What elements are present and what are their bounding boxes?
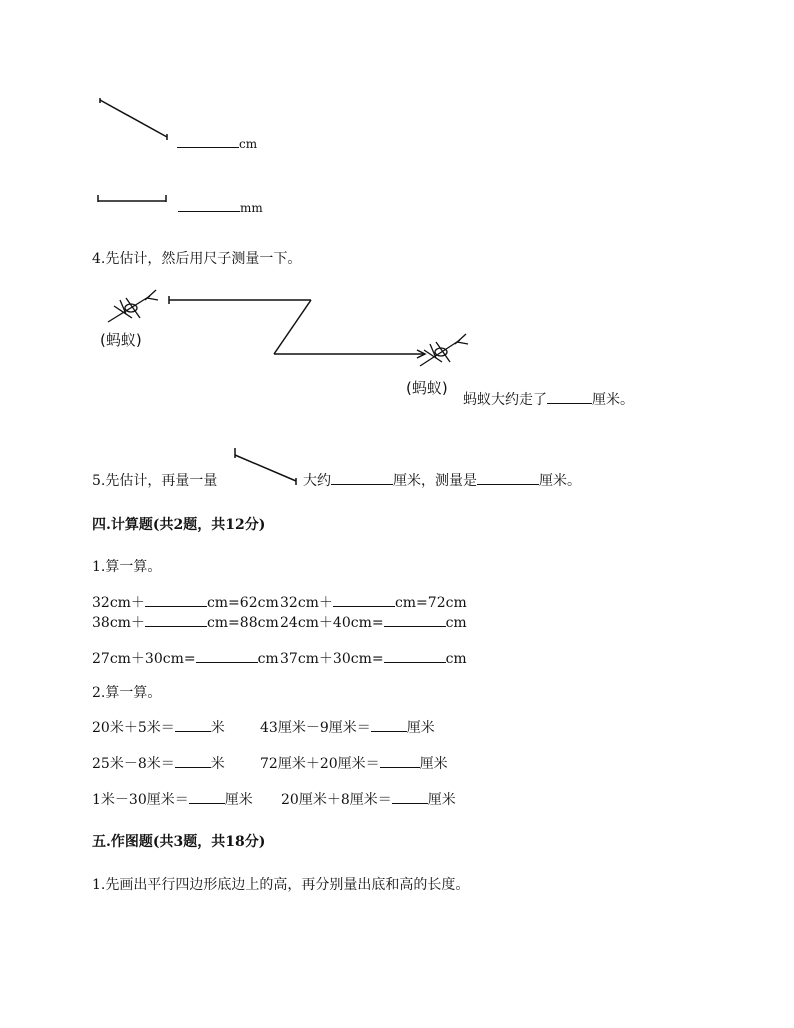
answer-blank[interactable] xyxy=(175,719,211,732)
q4-answer-post: 厘米。 xyxy=(592,392,634,408)
q4-answer xyxy=(463,389,634,409)
q5-prompt: 5.先估计，再量一量 xyxy=(92,473,218,489)
answer-blank[interactable] xyxy=(189,791,225,804)
unit-mm: mm xyxy=(240,201,263,215)
answer-blank[interactable] xyxy=(178,199,240,212)
q4-prompt: 4.先估计，然后用尺子测量一下。 xyxy=(92,251,302,267)
answer-blank[interactable] xyxy=(384,614,446,627)
ant-label-right: (蚂蚁) xyxy=(406,379,448,397)
answer-blank[interactable] xyxy=(177,135,239,148)
q5-est-pre: 大约 xyxy=(303,473,331,489)
ant-label-left: (蚂蚁) xyxy=(100,331,142,349)
answer-blank[interactable] xyxy=(384,650,446,663)
answer-blank[interactable] xyxy=(547,391,592,404)
calc-row: 32cm＋ cm=62cm xyxy=(92,595,279,611)
calc-row: 32cm＋ cm=72cm xyxy=(280,595,467,611)
ant-icon-left xyxy=(108,290,158,322)
section-5-title: 五.作图题(共3题，共18分) xyxy=(92,834,266,850)
q5-answer xyxy=(303,470,581,490)
calc-row: 20米＋5米＝ 米 xyxy=(92,720,225,736)
calc-row: 24cm＋40cm= cm xyxy=(280,615,467,631)
measure-line-2 xyxy=(98,195,166,202)
measure-answer-2 xyxy=(178,199,263,216)
answer-blank[interactable] xyxy=(371,719,407,732)
answer-blank[interactable] xyxy=(333,594,395,607)
s4-q1-title: 1.算一算。 xyxy=(92,559,162,575)
answer-blank[interactable] xyxy=(392,791,428,804)
measure-answer-1 xyxy=(177,135,257,152)
section-4-title: 四.计算题(共2题，共12分) xyxy=(92,517,266,533)
s4-q2-title: 2.算一算。 xyxy=(92,685,162,701)
q5-line xyxy=(235,448,296,485)
answer-blank[interactable] xyxy=(380,755,420,768)
calc-row: 25米－8米＝ 米 xyxy=(92,756,225,772)
calc-row: 43厘米－9厘米＝ 厘米 xyxy=(260,720,435,736)
measure-line-1 xyxy=(100,98,167,140)
s5-q1-prompt: 1.先画出平行四边形底边上的高，再分别量出底和高的长度。 xyxy=(92,877,470,893)
calc-row: 37cm＋30cm= cm xyxy=(280,651,467,667)
answer-blank[interactable] xyxy=(145,614,207,627)
answer-blank[interactable] xyxy=(331,472,393,485)
q5-meas-post: 厘米。 xyxy=(539,473,581,489)
calc-row: 72厘米＋20厘米＝ 厘米 xyxy=(260,756,448,772)
ant-path xyxy=(169,296,425,358)
answer-blank[interactable] xyxy=(145,594,207,607)
calc-row: 27cm＋30cm= cm xyxy=(92,651,279,667)
ant-icon-right xyxy=(420,334,468,366)
answer-blank[interactable] xyxy=(196,650,258,663)
calc-row: 20厘米＋8厘米＝ 厘米 xyxy=(281,792,456,808)
unit-cm: cm xyxy=(239,137,258,151)
calc-row: 1米－30厘米＝ 厘米 xyxy=(92,792,253,808)
calc-row: 38cm＋ cm=88cm xyxy=(92,615,279,631)
answer-blank[interactable] xyxy=(175,755,211,768)
answer-blank[interactable] xyxy=(477,472,539,485)
q5-est-post: 厘米，测量是 xyxy=(393,473,477,489)
q4-answer-pre: 蚂蚁大约走了 xyxy=(463,392,547,408)
